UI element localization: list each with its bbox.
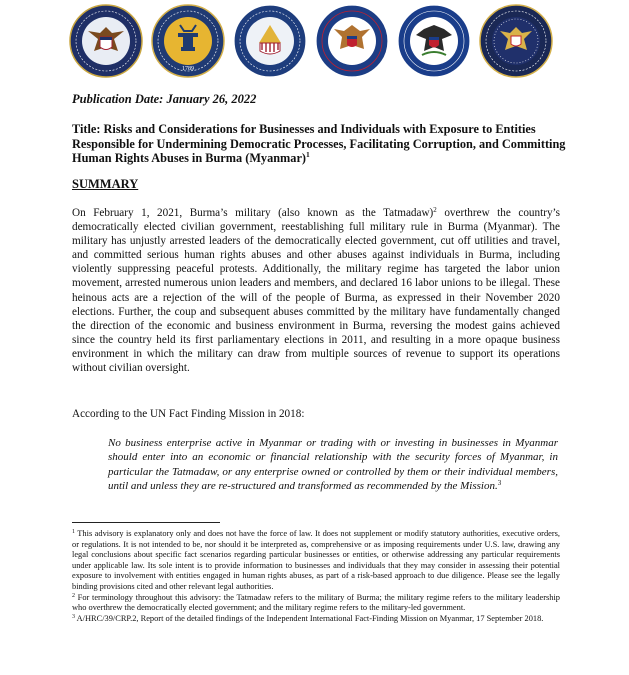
summary-text-part-2: overthrew the country’s democratically elected civilian government, reestablishing full military rule in Burma (Myanmar). The military has unjustly arrested leaders of the democratically elected government, cut off utilities and travel, and committed serious human rights abuses and other abuses against individuals in Burma, including violently suppressing peaceful protests. Additionally, the military regime has targeted the labor union movement, arrested numerous union leaders and members, and declared 16 labor unions to be illegal. These heinous acts are a rejection of the will of the people of Burma, as expressed in their November 2020 elections. Further, the coup and subsequent abuses committed by the military have fundamentally changed the direction of the economic and business environment in Burma, reversing the modest gains achieved since the country held its first parliamentary elections in 2011, and resulting in a more opaque business environment in which the military can draw from multiple sources of revenue to support its operations without civilian oversight. bbox=[72, 207, 561, 375]
footnote-ref-3[interactable]: 3 bbox=[497, 478, 502, 487]
footnote-text: This advisory is explanatory only and does not have the force of law. It does not supplement or modify statutory authorities, executive orders, or regulations. It is not intended to be, nor should it be interpreted as, comprehensive or as imposing requirements under U.S. law, drawing any legal conclusions about specific fact scenarios regarding particular businesses or entities, or otherwise addressing any particular requirements under applicable law. Its sole intent is to provide information to businesses and individuals that they may consider in assessing their potential exposure to involvement with entities engaged in human rights abuses, as part of a risk-based approach to due diligence. Please see the legally binding provisions cited and other relevant legal authorities. bbox=[72, 529, 560, 591]
executive-office-seal-icon bbox=[478, 3, 554, 79]
labor-seal-icon bbox=[314, 3, 390, 79]
summary-text-part-1: On February 1, 2021, Burma’s military (also known as the Tatmadaw) bbox=[72, 207, 434, 219]
footnote-number: 3 bbox=[72, 613, 75, 620]
summary-heading: SUMMARY bbox=[72, 177, 139, 191]
footnotes bbox=[72, 529, 560, 624]
footnote-divider bbox=[72, 522, 220, 523]
document-title bbox=[72, 122, 572, 166]
footnote-text: For terminology throughout this advisory: the Tatmadaw refers to the military of Burma; the military regime refers to the military leadership who overthrew the democratically elected government; and the military regime refers to the military-led government. bbox=[72, 592, 560, 613]
quote-text: No business enterprise active in Myanmar or trading with or investing in businesses in Myanmar should enter into an economic or financial relationship with the security forces of Myanmar, in particular the Tatmadaw, or any enterprise owned or controlled by them or their individual members, until and unless they are re-structured and transformed as recommended by the Mission. bbox=[108, 437, 558, 492]
footnote-number: 1 bbox=[72, 529, 75, 535]
footnote-3 bbox=[72, 614, 560, 625]
footnote-1 bbox=[72, 529, 560, 593]
footnote-ref-2[interactable]: 2 bbox=[433, 206, 437, 214]
footnote-number: 2 bbox=[72, 592, 75, 599]
treasury-seal-icon bbox=[150, 3, 226, 79]
footnote-text: A/HRC/39/CRP.2, Report of the detailed findings of the Independent International Fact-Finding Mission on Myanmar, 17 September 2018. bbox=[75, 613, 544, 623]
commerce-seal-icon bbox=[232, 3, 308, 79]
block-quote bbox=[108, 436, 558, 493]
title-footnote-ref[interactable]: 1 bbox=[306, 150, 310, 160]
footnote-2 bbox=[72, 593, 560, 614]
publication-date: Publication Date: January 26, 2022 bbox=[72, 92, 257, 106]
state-department-seal-icon bbox=[68, 3, 144, 79]
agency-seals-row bbox=[68, 3, 558, 79]
fact-finding-intro: According to the UN Fact Finding Mission in 2018: bbox=[72, 408, 305, 420]
summary-paragraph bbox=[72, 206, 560, 375]
title-text: Title: Risks and Considerations for Businesses and Individuals with Exposure to Entities Responsible for Undermining Democratic Processes, Facilitating Corruption, and Committing Human Rights Abuses in Burma (Myanmar) bbox=[72, 122, 566, 166]
homeland-security-seal-icon bbox=[396, 3, 472, 79]
svg-text:1789: 1789 bbox=[182, 66, 194, 72]
